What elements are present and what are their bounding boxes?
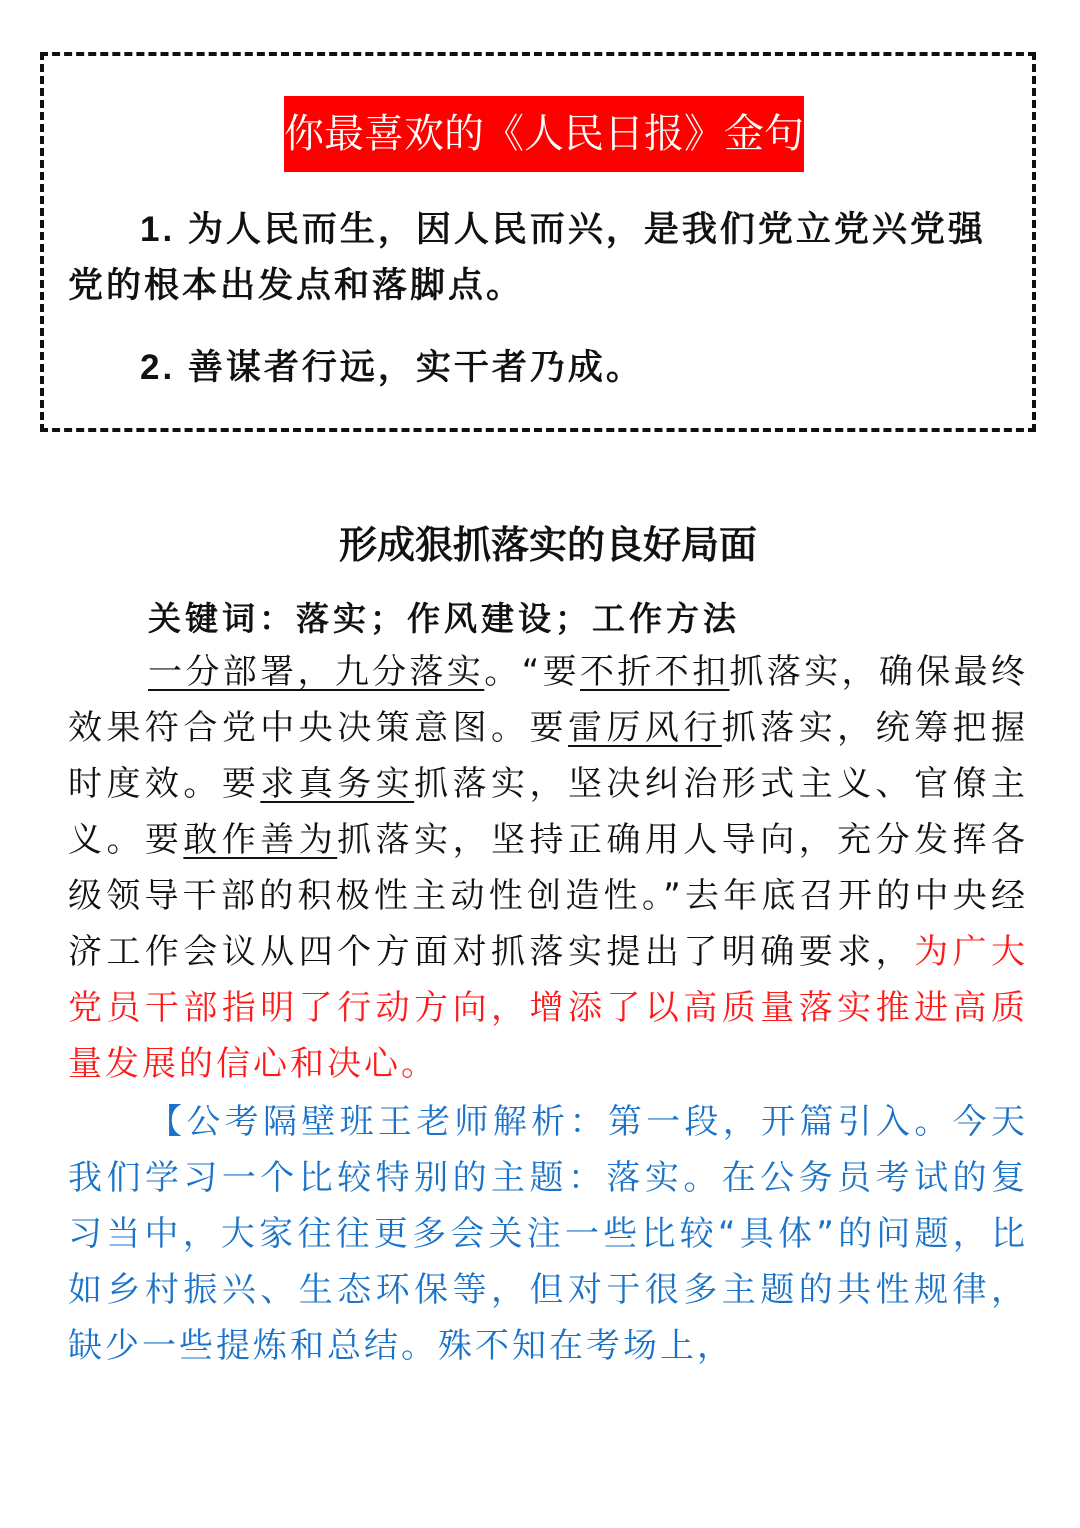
- body-text: 抓落实，坚决纠治形式主义、官僚主义。要: [68, 764, 1029, 860]
- body-text: 抓落实，坚持正确用人导向，充分发挥各级领导干部的积极性主动性创造性。”去年底召开的中央经济工作会议从四个方面对抓落实提出了明确要求，: [68, 820, 1029, 972]
- article: [68, 512, 1028, 1374]
- body-paragraph: [68, 644, 1028, 1092]
- analysis-paragraph: 【公考隔壁班王老师解析：第一段，开篇引入。今天我们学习一个比较特别的主题：落实。在公务员考试的复习当中，大家往往更多会关注一些比较“具体”的问题，比如乡村振兴、生态环保等，但对于很多主题的共性规律，缺少一些提炼和总结。殊不知在考场上，: [68, 1102, 1028, 1366]
- article-title: 形成狠抓落实的良好局面: [338, 525, 757, 567]
- body-text: 抓落实，统筹把握时度效。要: [68, 708, 1029, 804]
- quote-item-1: 1. 为人民而生，因人民而兴，是我们党立党兴党强党的根本出发点和落脚点。: [68, 210, 986, 305]
- body-text: 。“要: [484, 652, 580, 692]
- underlined-phrase: 不折不扣: [580, 652, 730, 692]
- quote-item-2: 2. 善谋者行远，实干者乃成。: [140, 348, 644, 387]
- underlined-phrase: 一分部署，九分落实: [148, 652, 485, 692]
- quote-box: [40, 52, 1036, 432]
- highlighted-text: 为广大党员干部指明了行动方向，增添了以高质量落实推进高质量发展的信心和决心。: [68, 932, 1029, 1084]
- quote-banner: 你最喜欢的《人民日报》金句: [284, 96, 804, 172]
- underlined-phrase: 敢作善为: [183, 820, 338, 860]
- keywords-line: 关键词：落实；作风建设；工作方法: [148, 600, 740, 637]
- underlined-phrase: 雷厉风行: [567, 708, 722, 748]
- underlined-phrase: 求真务实: [260, 764, 415, 804]
- body-text: 抓落实，确保最终效果符合党中央决策意图。要: [68, 652, 1029, 748]
